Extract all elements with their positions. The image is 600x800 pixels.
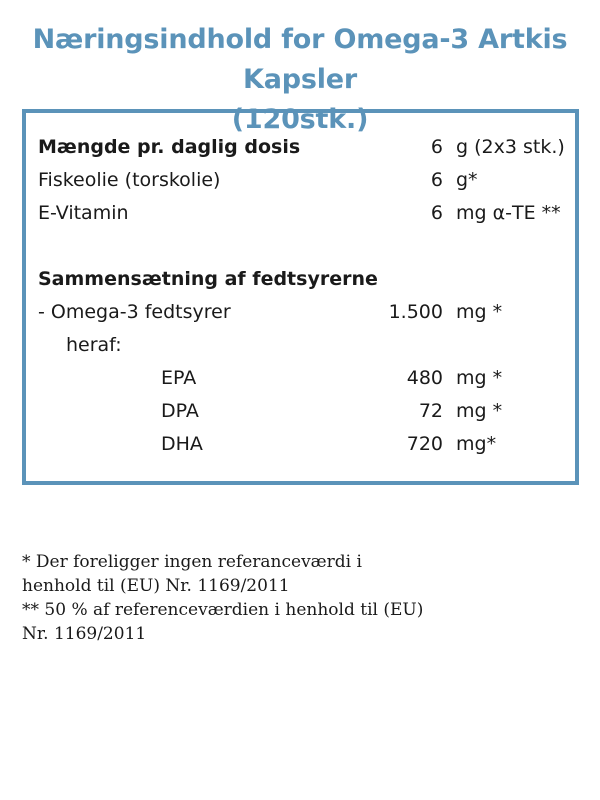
section-title: Sammensætning af fedtsyrerne <box>38 268 378 290</box>
heraf-label: heraf: <box>66 334 122 356</box>
table-row-evitamin <box>26 197 575 229</box>
dose-header-row <box>26 131 575 163</box>
row-label: DHA <box>161 433 203 455</box>
dose-header-value: 6 <box>430 136 443 158</box>
row-value: 1.500 <box>388 301 443 323</box>
table-row-dha <box>26 428 575 460</box>
table-row-omega3 <box>26 296 575 328</box>
footnote-line: ** 50 % af referenceværdien i henhold til (EU) <box>22 600 424 620</box>
row-unit: mg * <box>456 301 503 323</box>
table-row-fiskeolie <box>26 164 575 196</box>
table-row-epa <box>26 362 575 394</box>
row-value: 720 <box>406 433 443 455</box>
row-value: 480 <box>406 367 443 389</box>
row-label: E-Vitamin <box>38 202 129 224</box>
row-label: DPA <box>161 400 199 422</box>
nutrition-table <box>22 109 579 485</box>
row-unit: mg* <box>456 433 497 455</box>
heraf-row <box>26 329 575 361</box>
row-unit: mg α-TE ** <box>456 202 561 224</box>
page-title-line2: (120stk.) <box>231 104 369 135</box>
table-row-dpa <box>26 395 575 427</box>
row-unit: mg * <box>456 367 503 389</box>
row-value: 72 <box>418 400 443 422</box>
dose-header-label: Mængde pr. daglig dosis <box>38 136 301 158</box>
dose-header-unit: g (2x3 stk.) <box>456 136 565 158</box>
row-unit: g* <box>456 169 478 191</box>
footnote-line: * Der foreligger ingen referanceværdi i <box>22 552 362 572</box>
footnote-line: Nr. 1169/2011 <box>22 624 147 644</box>
page-title-line1: Næringsindhold for Omega-3 Artkis Kapsler <box>32 24 568 95</box>
footnotes <box>22 550 582 646</box>
footnote-line: henhold til (EU) Nr. 1169/2011 <box>22 576 290 596</box>
row-label: Fiskeolie (torskolie) <box>38 169 221 191</box>
row-value: 6 <box>430 202 443 224</box>
row-unit: mg * <box>456 400 503 422</box>
row-label: EPA <box>161 367 197 389</box>
row-label: - Omega-3 fedtsyrer <box>38 301 231 323</box>
section-title-row <box>26 263 575 295</box>
row-value: 6 <box>430 169 443 191</box>
